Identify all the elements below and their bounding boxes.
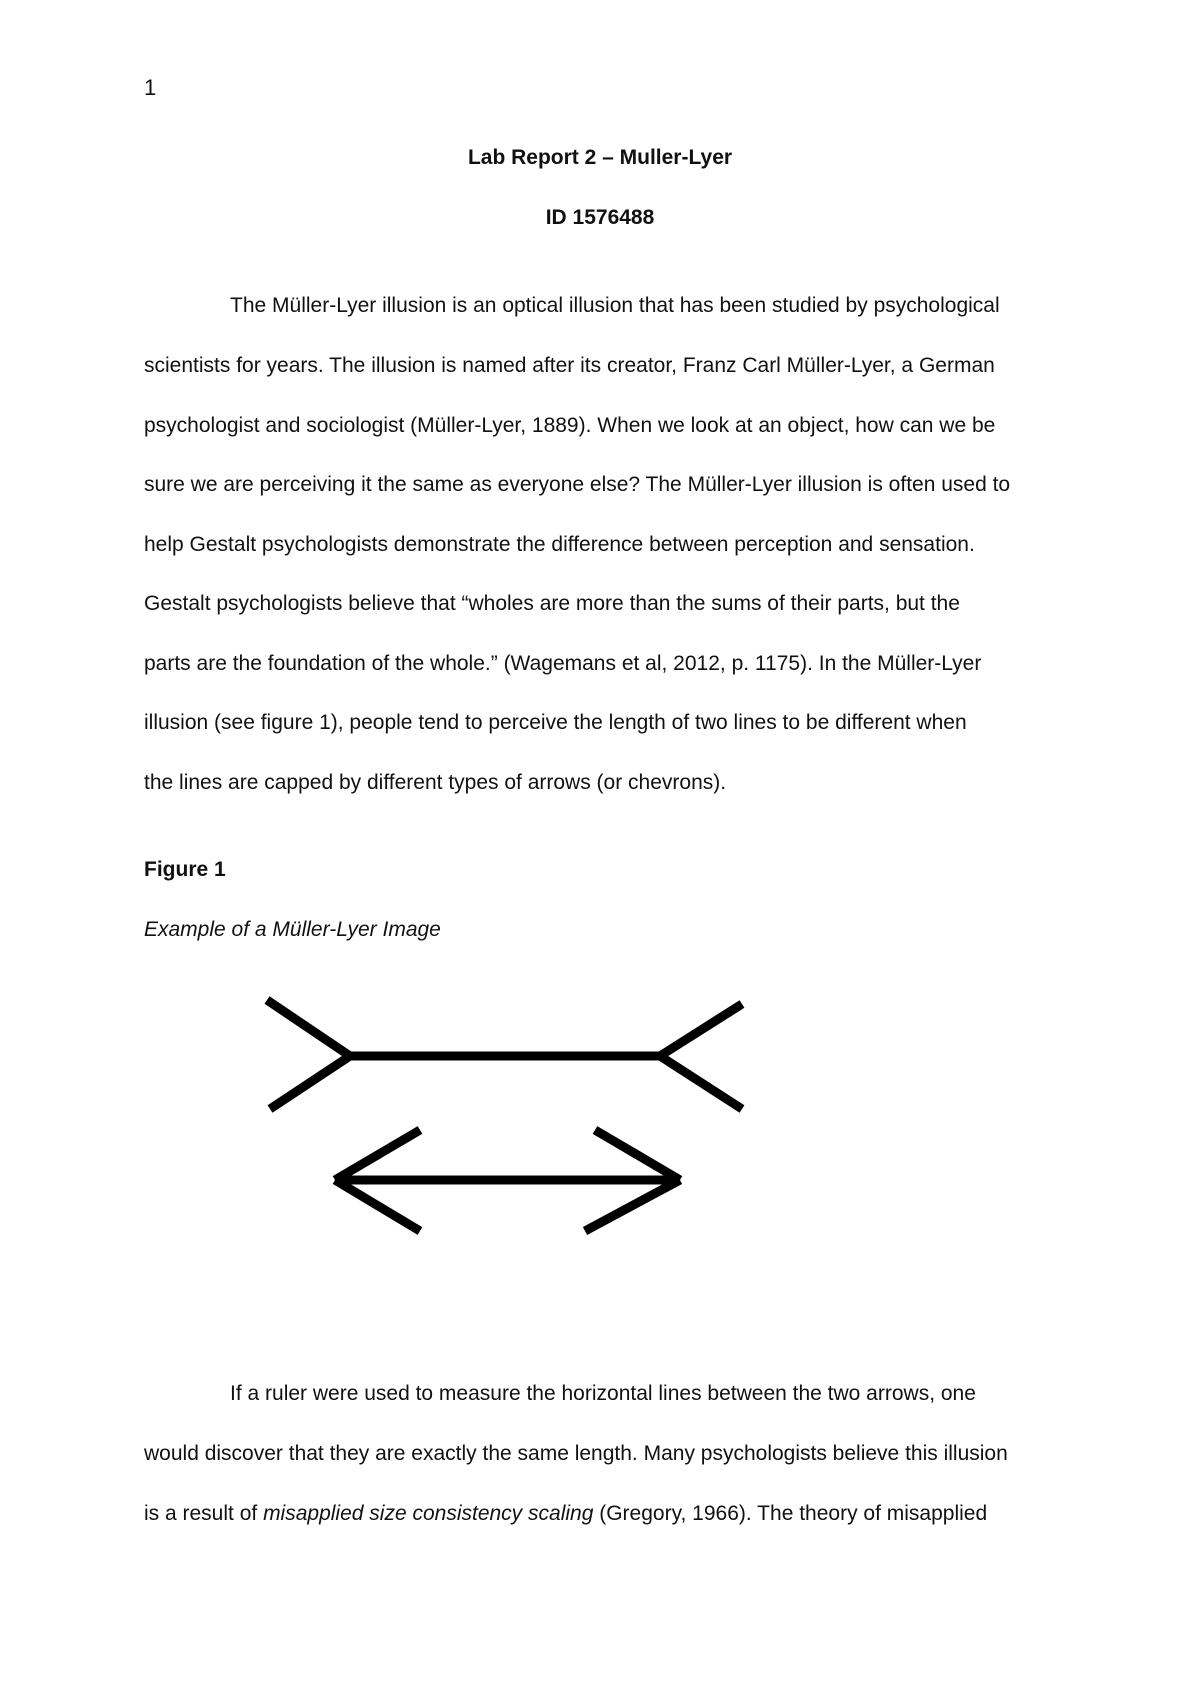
figure-caption: Example of a Müller-Lyer Image — [144, 918, 441, 941]
paragraph-line: parts are the foundation of the whole.” (Wagemans et al, 2012, p. 1175). In the Müller-Lyer — [144, 652, 982, 675]
report-title: Lab Report 2 – Muller-Lyer — [467, 146, 733, 169]
italic-term: misapplied size consistency scaling — [263, 1502, 594, 1525]
text-run: is a result of — [144, 1502, 264, 1525]
text-run: (Gregory, 1966). The theory of misapplied — [593, 1502, 988, 1525]
paragraph-line: sure we are perceiving it the same as everyone else? The Müller-Lyer illusion is often used to — [144, 473, 1011, 496]
page-number: 1 — [144, 75, 157, 100]
paragraph-line: would discover that they are exactly the same length. Many psychologists believe this illusion — [144, 1442, 1008, 1465]
report-id: ID 1576488 — [545, 206, 655, 229]
figure-label: Figure 1 — [144, 858, 226, 881]
paragraph-line: help Gestalt psychologists demonstrate the difference between perception and sensation. — [144, 533, 975, 556]
top-right-fin-lower — [660, 1056, 742, 1109]
bottom-left-head-lower — [335, 1180, 420, 1231]
top-left-fin-lower — [270, 1056, 350, 1109]
paragraph-line: the lines are capped by different types of arrows (or chevrons). — [144, 771, 727, 794]
paragraph-line: The Müller-Lyer illusion is an optical illusion that has been studied by psychological — [230, 294, 1000, 317]
bottom-right-head-upper — [595, 1130, 680, 1180]
top-left-fin-upper — [267, 1000, 350, 1056]
paragraph-line — [144, 1500, 987, 1528]
paragraph-line: Gestalt psychologists believe that “wholes are more than the sums of their parts, but the — [144, 592, 960, 615]
paragraph-line: If a ruler were used to measure the horizontal lines between the two arrows, one — [230, 1382, 976, 1405]
paragraph-line: psychologist and sociologist (Müller-Lyer, 1889). When we look at an object, how can we be — [144, 414, 996, 437]
bottom-left-head-upper — [335, 1130, 420, 1180]
top-right-fin-upper — [660, 1004, 742, 1056]
muller-lyer-figure — [240, 985, 760, 1245]
bottom-right-head-lower — [585, 1180, 680, 1231]
paragraph-line: scientists for years. The illusion is named after its creator, Franz Carl Müller-Lyer, a German — [144, 354, 995, 377]
paragraph-line: illusion (see figure 1), people tend to perceive the length of two lines to be different when — [144, 711, 967, 734]
